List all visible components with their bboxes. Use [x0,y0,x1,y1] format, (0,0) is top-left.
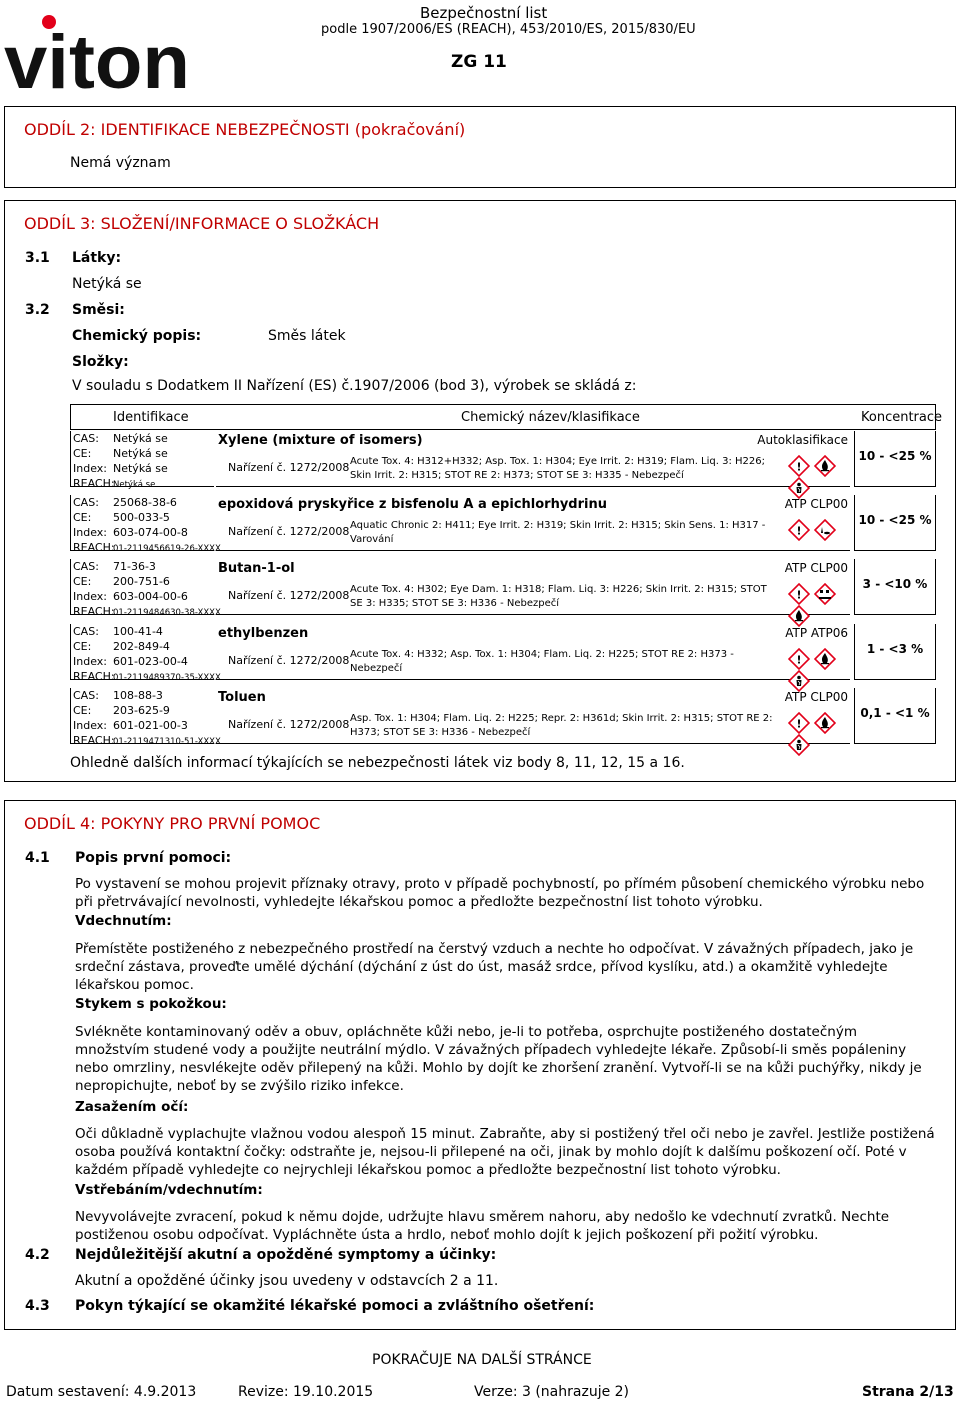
text-vstrebanim: Nevyvolávejte zvracení, pokud k němu dojde, udržujte hlavu směrem nahoru, aby nedošlo ke vdechnutí zvratků. Nechte postiženou osobu odpočívat. Vypláchněte ústa a hrdlo, neboť mohlo dojít k jejich poškození při požití výrobku. [75,1209,890,1243]
ce-number: 200-751-6 [113,575,170,588]
concentration-cell [854,559,936,615]
name-classification-cell [216,624,850,680]
id-cas: CAS: 108-88-3 [73,689,163,702]
slozky-label: Složky: [72,354,129,370]
component-row [70,559,936,619]
svg-text:!: ! [796,653,802,667]
id-ce: CE: 203-625-9 [73,704,170,717]
svg-text:!: ! [796,524,802,538]
svg-text:!: ! [796,717,802,731]
regulation-ref: Nařízení č. 1272/2008 [228,718,350,731]
section4-title: ODDÍL 4: POKYNY PRO PRVNÍ POMOC [24,814,321,833]
composition-table-header [70,404,943,430]
flame-pict-icon [814,455,836,477]
concentration-cell [854,495,936,551]
reach-number: 01-2119456619-26-XXXX [113,544,221,554]
id-cas: CAS: Netýká se [73,432,168,445]
first-aid-general: Po vystavení se mohou projevit příznaky otravy, proto v případě pochybností, po přímém působení chemického výrobku nebo při přetrvávající nevolnosti, vyhledejte lékařskou pomoc a předložte bezpečnostní list tohoto výrobku. [75,876,925,910]
concentration-value: 0,1 - <1 % [860,706,930,720]
ghs-pictograms [788,583,850,607]
num-3-1: 3.1 [25,250,50,266]
id-ce: CE: 200-751-6 [73,575,170,588]
viton-logo [4,8,194,90]
latky-value: Netýká se [72,276,142,292]
concentration-value: 3 - <10 % [862,577,928,591]
id-reach: REACH:01-2119456619-26-XXXX [73,541,221,554]
chem-popis-label: Chemický popis: [72,328,202,344]
ce-number: Netýká se [113,447,168,460]
id-reach: REACH:01-2119484630-38-XXXX [73,605,221,618]
col-koncentrace: Koncentrace [861,410,943,425]
id-reach: REACH:01-2119471310-51-XXXX [73,734,221,747]
regulation-ref: Nařízení č. 1272/2008 [228,525,350,538]
id-index: Index: 603-074-00-8 [73,526,188,539]
component-row [70,624,936,684]
regulation-ref: Nařízení č. 1272/2008 [228,589,350,602]
section3-title: ODDÍL 3: SLOŽENÍ/INFORMACE O SLOŽKÁCH [24,214,380,233]
ce-number: 203-625-9 [113,704,170,717]
substance-name: epoxidová pryskyřice z bisfenolu A a epichlorhydrinu [218,497,607,512]
id-ce: CE: Netýká se [73,447,168,460]
text-oci: Oči důkladně vyplachujte vlažnou vodou alespoň 15 minut. Zabraňte, aby si postižený třel oči nebo je zavřel. Jestliže postižená osoba používá kontaktní čočky: odstraňte je, nejsou-li přilepené na oči, jinak by mohlo dojít k dalšímu poškození očí. Poté v každém případě vyhledejte co nejrychleji lékařskou pomoc a předložte bezpečnostní list tohoto výrobku. [75,1126,935,1178]
concentration-value: 1 - <3 % [866,642,924,656]
excl-pict-icon [788,583,810,605]
ce-number: 202-849-4 [113,640,170,653]
concentration-value: 10 - <25 % [858,513,932,527]
concentration-value: 10 - <25 % [858,449,932,463]
id-ce: CE: 500-033-5 [73,511,170,524]
cas-number: 25068-38-6 [113,496,177,509]
id-index: Index: 603-004-00-6 [73,590,188,603]
latky-label: Látky: [72,250,122,266]
health-pict-icon [788,734,810,756]
composition-intro: V souladu s Dodatkem II Nařízení (ES) č.1907/2006 (bod 3), výrobek se skládá z: [72,378,637,394]
continue-note: POKRAČUJE NA DALŠÍ STRÁNCE [372,1352,592,1368]
substance-name: Xylene (mixture of isomers) [218,433,423,448]
id-index: Index: 601-023-00-4 [73,655,188,668]
component-row [70,495,936,555]
col-identifikace: Identifikace [113,410,189,425]
heading-vdechnutim: Vdechnutím: [75,913,172,929]
heading-4-2: Nejdůležitější akutní a opožděné symptomy a účinky: [75,1247,497,1263]
name-classification-cell [216,495,850,551]
id-ce: CE: 202-849-4 [73,640,170,653]
excl-pict-icon [788,455,810,477]
num-4-2: 4.2 [25,1247,50,1263]
text-pokozka: Svlékněte kontaminovaný oděv a obuv, opláchněte kůži nebo, je-li to potřeba, osprchujte postiženého dostatečným množstvím studené vody a použijte neutrální mýdlo. V závažných případech vyhledejte lékaře. Způsobí-li směs popáleniny nebo omrzliny, nesvlékejte oděv přilepený na kůži. Mohlo by dojít ke zhoršení zranění. Vytvoří-li se na kůži puchýřky, nikdy je nepropichujte, neboť by se zvýšilo riziko infekce. [75,1024,922,1094]
reach-number: 01-2119489370-35-XXXX [113,673,221,683]
section2-box [4,106,956,188]
reach-number: Netýká se [113,480,156,490]
section2-text: Nemá význam [70,155,171,171]
heading-4-3: Pokyn týkající se okamžité lékařské pomoci a zvláštního ošetření: [75,1298,595,1314]
id-cas: CAS: 25068-38-6 [73,496,177,509]
name-classification-cell [216,431,850,487]
hazard-statements: Acute Tox. 4: H312+H332; Asp. Tox. 1: H304; Eye Irrit. 2: H319; Flam. Liq. 3: H226; Skin Irrit. 2: H315; STOT RE 2: H373; STOT SE 3: H335 - Nebezpečí [350,456,765,481]
ghs-pictograms [788,648,850,672]
num-3-2: 3.2 [25,302,50,318]
regulation-ref: Nařízení č. 1272/2008 [228,654,350,667]
index-number: 603-074-00-8 [113,526,188,539]
chem-popis-value: Směs látek [268,328,346,344]
heading-oci: Zasažením očí: [75,1099,189,1115]
index-number: Netýká se [113,462,168,475]
regulation-line: podle 1907/2006/ES (REACH), 453/2010/ES, 2015/830/EU [321,22,696,37]
hazard-statements: Aquatic Chronic 2: H411; Eye Irrit. 2: H319; Skin Irrit. 2: H315; Skin Sens. 1: H317 - Varování [350,520,766,545]
identification-cell [70,431,214,490]
num-4-3: 4.3 [25,1298,50,1314]
id-cas: CAS: 71-36-3 [73,560,156,573]
reach-number: 01-2119484630-38-XXXX [113,608,221,618]
identification-cell [70,624,221,683]
section2-title: ODDÍL 2: IDENTIFIKACE NEBEZPEČNOSTI (pokračování) [24,120,466,139]
concentration-cell [854,688,936,744]
footer-page: Strana 2/13 [862,1384,954,1400]
hazard-statements: Acute Tox. 4: H302; Eye Dam. 1: H318; Flam. Liq. 3: H226; Skin Irrit. 2: H315; STOT SE 3: H335; STOT SE 3: H336 - Nebezpečí [350,584,767,609]
composition-footnote: Ohledně dalších informací týkajících se nebezpečnosti látek viz body 8, 11, 12, 15 a 16. [70,755,685,771]
flame-pict-icon [814,648,836,670]
component-row [70,688,936,748]
text-4-2: Akutní a opožděné účinky jsou uvedeny v odstavcích 2 a 11. [75,1273,499,1289]
identification-cell [70,495,221,554]
name-classification-cell [216,559,850,615]
id-index: Index: Netýká se [73,462,168,475]
product-name: ZG 11 [451,52,507,72]
heading-vstrebanim: Vstřebáním/vdechnutím: [75,1182,263,1198]
svg-text:!: ! [796,588,802,602]
atp-classification: ATP CLP00 [784,690,848,704]
doc-title: Bezpečnostní list [420,4,548,22]
name-classification-cell [216,688,850,744]
text-vdechnutim: Přemístěte postiženého z nebezpečného prostředí na čerstvý vzduch a nechte ho odpočívat. V závažných případech, jako je srdeční zástava, proveďte umělé dýchání (dýchání z úst do úst, masáž srdce, přívod kyslíku, atd.) a okamžitě vyhledejte lékařskou pomoc. [75,941,914,993]
cas-number: 108-88-3 [113,689,163,702]
heading-4-1: Popis první pomoci: [75,850,232,866]
atp-classification: Autoklasifikace [757,433,848,447]
env-pict-icon [814,519,836,541]
hazard-statements: Asp. Tox. 1: H304; Flam. Liq. 2: H225; Repr. 2: H361d; Skin Irrit. 2: H315; STOT RE 2: H373; STOT SE 3: H336 - Nebezpečí [350,713,773,738]
hazard-statements: Acute Tox. 4: H332; Asp. Tox. 1: H304; Flam. Liq. 2: H225; STOT RE 2: H373 - Nebezpečí [350,649,734,674]
id-index: Index: 601-021-00-3 [73,719,188,732]
index-number: 601-021-00-3 [113,719,188,732]
logo-text: viton [4,20,190,90]
excl-pict-icon [788,519,810,541]
flame-pict-icon [814,712,836,734]
substance-name: ethylbenzen [218,626,309,641]
footer-datum: Datum sestavení: 4.9.2013 [6,1384,197,1400]
corrosive-pict-icon [814,583,836,605]
id-reach: REACH:01-2119489370-35-XXXX [73,670,221,683]
id-cas: CAS: 100-41-4 [73,625,163,638]
ghs-pictograms [788,712,850,736]
atp-classification: ATP ATP06 [785,626,848,640]
concentration-cell [854,624,936,680]
cas-number: 71-36-3 [113,560,156,573]
excl-pict-icon [788,648,810,670]
id-reach: REACH:Netýká se [73,477,156,490]
identification-cell [70,688,221,747]
ghs-pictograms [788,455,850,479]
regulation-ref: Nařízení č. 1272/2008 [228,461,350,474]
component-row [70,431,936,491]
heading-pokozka: Stykem s pokožkou: [75,996,227,1012]
cas-number: Netýká se [113,432,168,445]
index-number: 603-004-00-6 [113,590,188,603]
index-number: 601-023-00-4 [113,655,188,668]
substance-name: Toluen [218,690,266,705]
cas-number: 100-41-4 [113,625,163,638]
col-name: Chemický název/klasifikace [461,410,640,425]
atp-classification: ATP CLP00 [784,561,848,575]
ghs-pictograms [788,519,840,543]
footer-revize: Revize: 19.10.2015 [238,1384,374,1400]
ce-number: 500-033-5 [113,511,170,524]
atp-classification: ATP CLP00 [784,497,848,511]
identification-cell [70,559,221,618]
footer-verze: Verze: 3 (nahrazuje 2) [474,1384,630,1400]
substance-name: Butan-1-ol [218,561,295,576]
smesi-label: Směsi: [72,302,125,318]
num-4-1: 4.1 [25,850,50,866]
concentration-cell [854,431,936,487]
reach-number: 01-2119471310-51-XXXX [113,737,221,747]
excl-pict-icon [788,712,810,734]
svg-text:!: ! [796,460,802,474]
